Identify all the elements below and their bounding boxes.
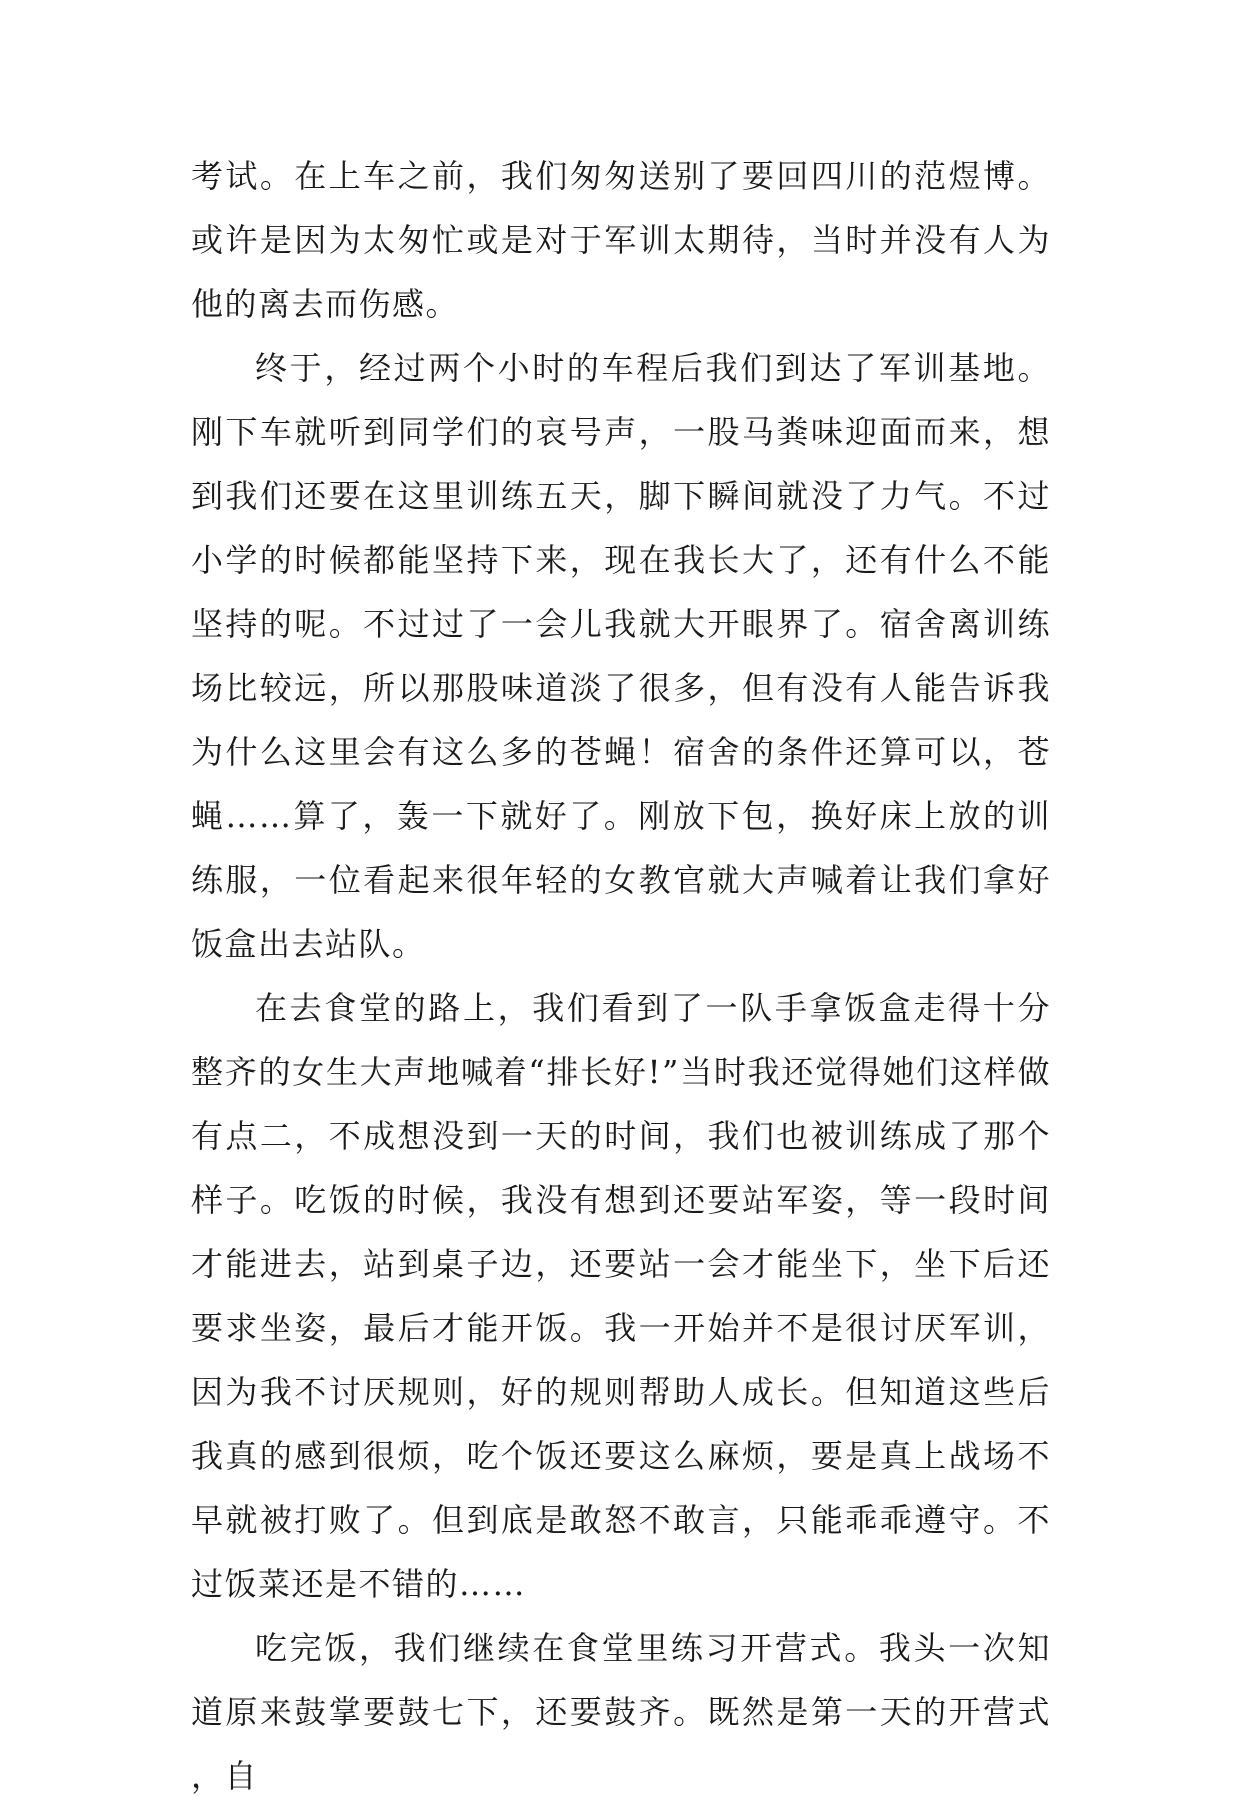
paragraph-1: 考试。在上车之前，我们匆匆送别了要回四川的范煜博。或许是因为太匆忙或是对于军训太期待，当时并没有人为他的离去而伤感。 [191, 157, 1051, 323]
paragraph-2: 终于，经过两个小时的车程后我们到达了军训基地。刚下车就听到同学们的哀号声，一股马粪味迎面而来，想到我们还要在这里训练五天，脚下瞬间就没了力气。不过小学的时候都能坚持下来，现在我长大了，还有什么不能坚持的呢。不过过了一会儿我就大开眼界了。宿舍离训练场比较远，所以那股味道淡了很多，但有没有人能告诉我为什么这里会有这么多的苍蝇！宿舍的条件还算可以，苍蝇……算了，轰一下就好了。刚放下包，换好床上放的训练服，一位看起来很年轻的女教官就大声喊着让我们拿好饭盒出去站队。 [191, 349, 1051, 963]
paragraph-3: 在去食堂的路上，我们看到了一队手拿饭盒走得十分整齐的女生大声地喊着“排长好!”当时我还觉得她们这样做有点二，不成想没到一天的时间，我们也被训练成了那个样子。吃饭的时候，我没有想到还要站军姿，等一段时间才能进去，站到桌子边，还要站一会才能坐下，坐下后还要求坐姿，最后才能开饭。我一开始并不是很讨厌军训，因为我不讨厌规则，好的规则帮助人成长。但知道这些后我真的感到很烦，吃个饭还要这么麻烦，要是真上战场不早就被打败了。但到底是敢怒不敢言，只能乖乖遵守。不过饭菜还是不错的…… [191, 989, 1051, 1603]
document-page [191, 144, 1051, 1808]
paragraph-4: 吃完饭，我们继续在食堂里练习开营式。我头一次知道原来鼓掌要鼓七下，还要鼓齐。既然是第一天的开营式，自 [191, 1629, 1051, 1795]
